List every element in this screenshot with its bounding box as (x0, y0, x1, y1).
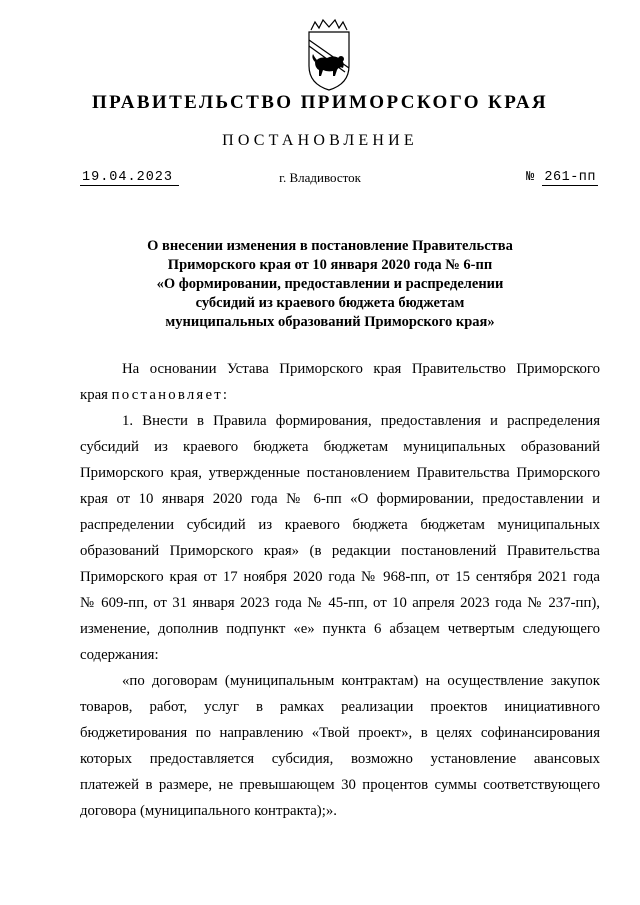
government-name: ПРАВИТЕЛЬСТВО ПРИМОРСКОГО КРАЯ (91, 92, 549, 113)
body-line: субсидий из краевого бюджета бюджетам муниципальных образований (80, 439, 600, 455)
body-line: образований Приморского края» (в редакции постановлений Правительства (80, 543, 600, 559)
body-line: № 609-пп, от 31 января 2023 года № 45-пп, от 10 апреля 2023 года № 237-пп), (80, 595, 600, 611)
title-line: субсидий из краевого бюджета бюджетам (195, 295, 465, 311)
body-line: «по договорам (муниципальным контрактам) на осуществление закупок (122, 673, 600, 689)
coat-of-arms-icon (301, 18, 357, 92)
body-line: товаров, работ, услуг в рамках реализации проектов инициативного (80, 699, 600, 715)
body-line: Приморского края от 17 ноября 2020 года № 968-пп, от 15 сентября 2021 года (80, 569, 600, 585)
title-line: Приморского края от 10 января 2020 года № 6-пп (167, 257, 493, 273)
body-line: 1. Внести в Правила формирования, предоставления и распределения (122, 413, 600, 429)
decree-word: постановляет: (111, 387, 230, 403)
body-line: распределении субсидий из краевого бюджета бюджетам муниципальных (80, 517, 600, 533)
body-line: которых предоставляется субсидия, возможно установление авансовых (80, 751, 600, 767)
document-type: ПОСТАНОВЛЕНИЕ (222, 132, 418, 149)
number-prefix: № (526, 170, 535, 185)
body-line: платежей в размере, не превышающем 30 процентов суммы соответствующего (80, 777, 600, 793)
title-line: муниципальных образований Приморского края» (165, 314, 495, 330)
body-line: содержания: (80, 647, 159, 663)
body-line: Приморского края, утвержденные постановлением Правительства Приморского (80, 465, 600, 481)
body-line (80, 382, 600, 408)
body-line: договора (муниципального контракта);». (80, 803, 337, 819)
body-line: бюджетирования по направлению «Твой проект», в целях софинансирования (80, 725, 600, 741)
number-value: 261-пп (544, 170, 596, 185)
body-line: На основании Устава Приморского края Правительство Приморского (122, 361, 600, 377)
document-number (526, 170, 598, 185)
body-line: края от 10 января 2020 года № 6-пп «О формировании, предоставлении и (80, 491, 600, 507)
body-line: изменение, дополнив подпункт «е» пункта 6 абзацем четвертым следующего (80, 621, 600, 637)
title-line: «О формировании, предоставлении и распределении (156, 276, 504, 292)
body-text: края (80, 387, 108, 403)
document-city: г. Владивосток (279, 170, 361, 185)
document-date: 19.04.2023 (80, 170, 179, 186)
document-title (60, 237, 600, 332)
title-line: О внесении изменения в постановление Правительства (147, 238, 513, 254)
document-body (80, 356, 600, 824)
